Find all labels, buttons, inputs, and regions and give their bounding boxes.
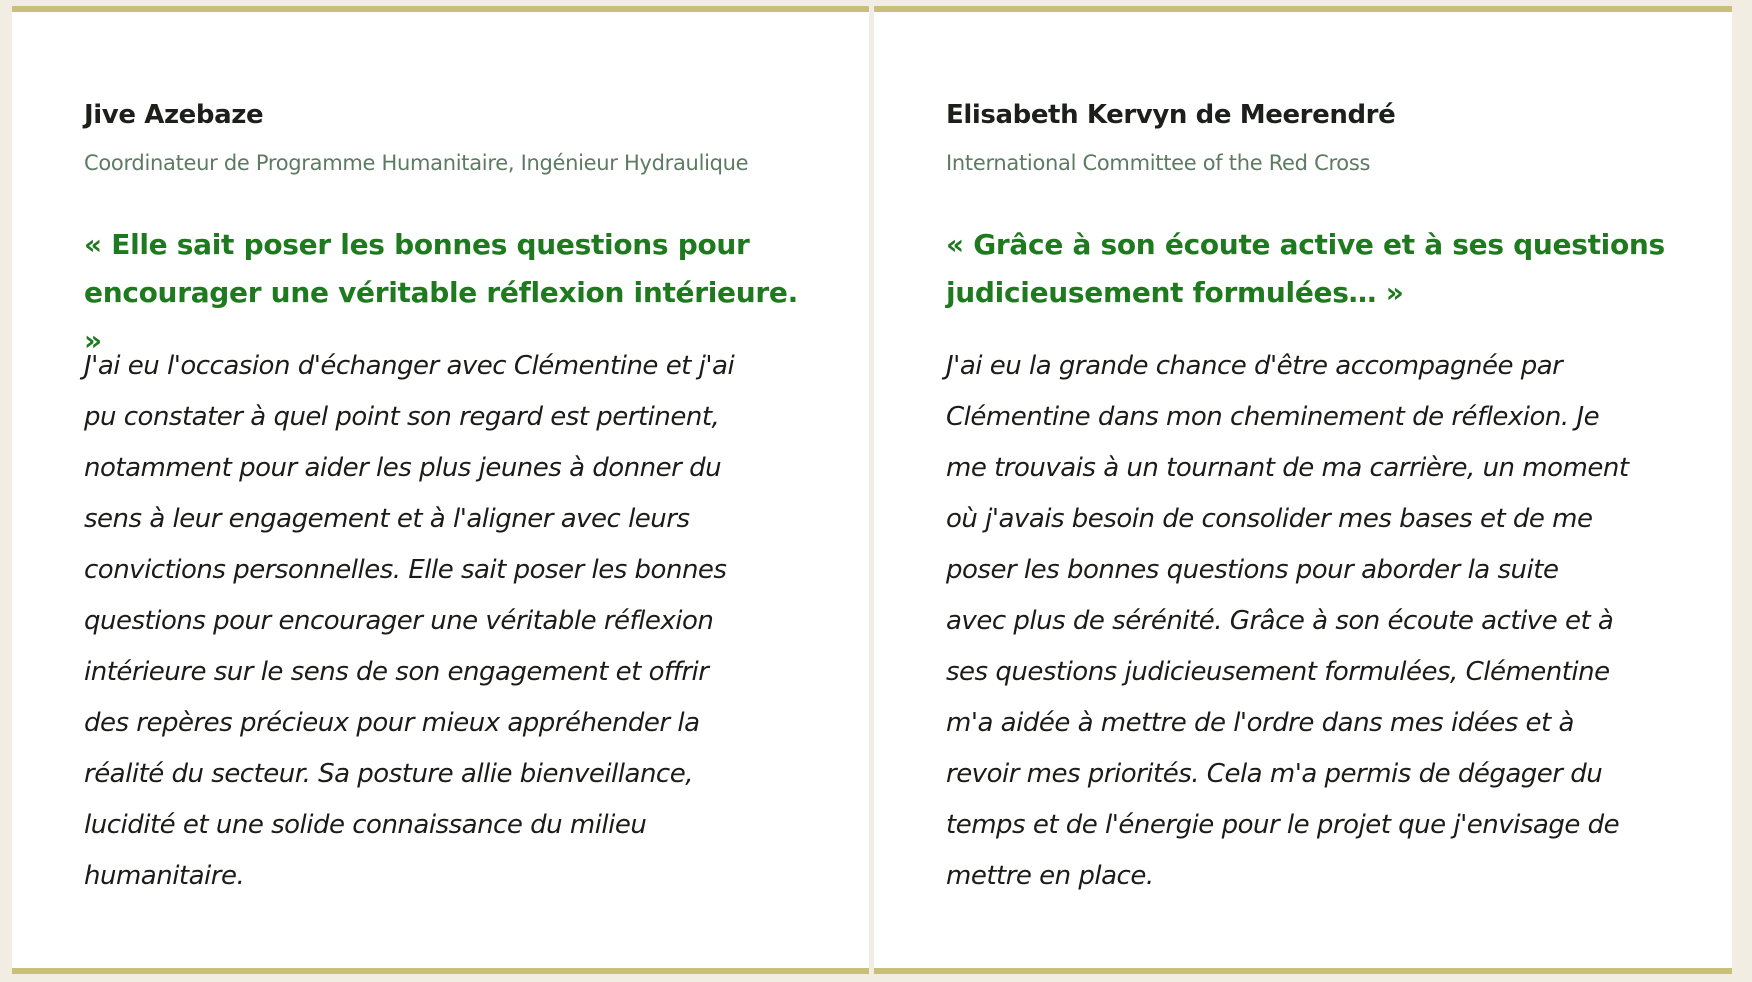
body-line: des repères précieux pour mieux appréhender la: [84, 708, 700, 738]
body-line: me trouvais à un tournant de ma carrière, un moment: [946, 453, 1629, 483]
body-line: pu constater à quel point son regard est pertinent,: [84, 402, 720, 432]
testimonial-role: International Committee of the Red Cross: [946, 151, 1371, 175]
testimonial-author: Elisabeth Kervyn de Meerendré: [946, 100, 1396, 130]
body-line: mettre en place.: [946, 861, 1154, 891]
body-line: réalité du secteur. Sa posture allie bienveillance,: [84, 759, 693, 789]
body-line: avec plus de sérénité. Grâce à son écoute active et à: [946, 606, 1614, 636]
testimonial-card: [12, 6, 869, 974]
testimonial-author: Jive Azebaze: [84, 100, 264, 130]
quote-line: « Elle sait poser les bonnes questions pour: [84, 228, 750, 261]
body-line: m'a aidée à mettre de l'ordre dans mes idées et à: [946, 708, 1574, 738]
testimonial-role: Coordinateur de Programme Humanitaire, Ingénieur Hydraulique: [84, 151, 749, 175]
quote-line: judicieusement formulées… »: [946, 276, 1404, 309]
body-line: revoir mes priorités. Cela m'a permis de dégager du: [946, 759, 1603, 789]
body-line: où j'avais besoin de consolider mes bases et de me: [946, 504, 1593, 534]
body-line: convictions personnelles. Elle sait poser les bonnes: [84, 555, 727, 585]
testimonial-body: [946, 341, 1666, 902]
quote-line: « Grâce à son écoute active et à ses questions: [946, 228, 1665, 261]
body-line: J'ai eu l'occasion d'échanger avec Clémentine et j'ai: [84, 351, 735, 381]
body-line: notamment pour aider les plus jeunes à donner du: [84, 453, 722, 483]
body-line: temps et de l'énergie pour le projet que j'envisage de: [946, 810, 1620, 840]
testimonial-quote: [946, 221, 1666, 317]
body-line: questions pour encourager une véritable réflexion: [84, 606, 714, 636]
body-line: poser les bonnes questions pour aborder la suite: [946, 555, 1559, 585]
body-line: ses questions judicieusement formulées, Clémentine: [946, 657, 1610, 687]
body-line: J'ai eu la grande chance d'être accompagnée par: [946, 351, 1563, 381]
testimonial-card: [874, 6, 1732, 974]
body-line: sens à leur engagement et à l'aligner avec leurs: [84, 504, 690, 534]
quote-line: encourager une véritable réflexion intérieure. »: [84, 276, 798, 357]
testimonial-body: [84, 341, 804, 902]
body-line: Clémentine dans mon cheminement de réflexion. Je: [946, 402, 1600, 432]
body-line: lucidité et une solide connaissance du milieu: [84, 810, 647, 840]
body-line: intérieure sur le sens de son engagement et offrir: [84, 657, 709, 687]
body-line: humanitaire.: [84, 861, 245, 891]
